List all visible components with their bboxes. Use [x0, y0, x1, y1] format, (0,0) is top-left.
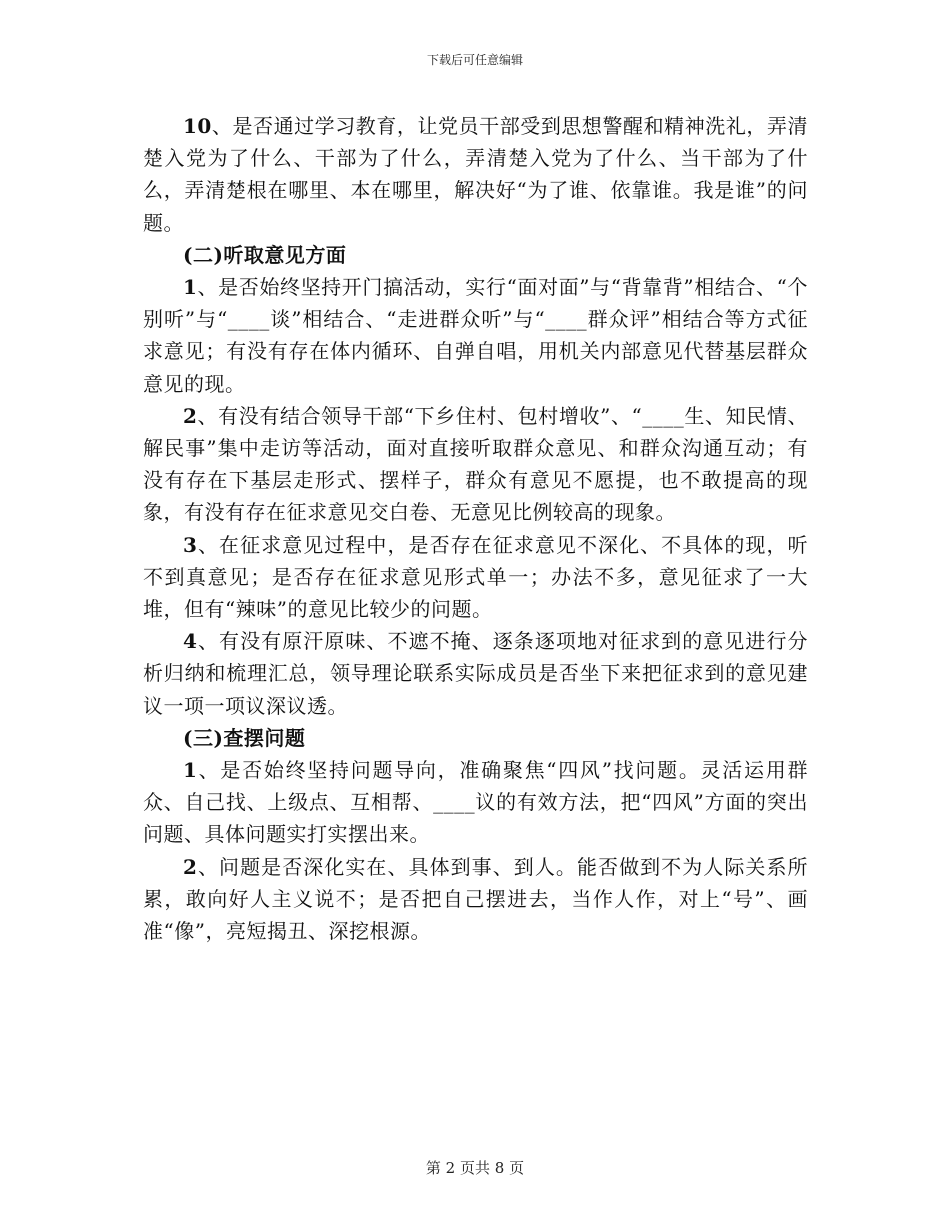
paragraph-text: 、问题是否深化实在、具体到事、到人。能否做到不为人际关系所累，敢向好人主义说不；是否把自己摆进去，当作人作，对上“号”、画准“像”，亮短揭丑、深挖根源。	[143, 854, 808, 944]
item-number: 1	[183, 758, 198, 783]
paragraph-text: 、在征求意见过程中，是否存在征求意见不深化、不具体的现，听不到真意见；是否存在征求意见形式单一；办法不多，意见征求了一大堆，但有“辣味”的意见比较少的问题。	[143, 532, 808, 622]
page-footer: 第 2 页共 8 页	[425, 1159, 525, 1177]
section-heading-problems: (三)查摆问题	[183, 725, 306, 750]
item-number: 10	[183, 114, 212, 138]
item-number: 1	[183, 275, 198, 300]
paragraph-problems-1	[143, 754, 808, 851]
paragraph-text: 、是否通过学习教育，让党员干部受到思想警醒和精神洗礼，弄清楚入党为了什么、干部为了什么，弄清楚入党为了什么、当干部为了什么，弄清楚根在哪里、本在哪里，解决好“为了谁、依靠谁。我是谁”的问题。	[143, 114, 808, 235]
paragraph-listen-1	[143, 271, 808, 400]
paragraph-listen-3	[143, 529, 808, 626]
paragraph-listen-2	[143, 400, 808, 529]
item-number: 2	[183, 854, 198, 879]
item-number: 2	[183, 403, 198, 428]
item-number: 4	[183, 629, 198, 654]
page-header: 下载后可任意编辑	[426, 53, 523, 67]
paragraph-text: 、是否始终坚持开门搞活动，实行“面对面”与“背靠背”相结合、“个别听”与“____谈”相结合、“走进群众听”与“____群众评”相结合等方式征求意见；有没有存在体内循环、自弹自唱，用机关内部意见代替基层群众意见的现。	[143, 275, 808, 396]
document-body	[143, 110, 808, 947]
paragraph-problems-2	[143, 851, 808, 948]
section-heading-listen: (二)听取意见方面	[183, 242, 347, 267]
paragraph-10	[143, 110, 808, 239]
paragraph-text: 、有没有结合领导干部“下乡住村、包村增收”、“____生、知民情、解民事”集中走访等活动，面对直接听取群众意见、和群众沟通互动；有没有存在下基层走形式、摆样子，群众有意见不愿提，也不敢提高的现象，有没有存在征求意见交白卷、无意见比例较高的现象。	[143, 403, 808, 525]
paragraph-text: 、是否始终坚持问题导向，准确聚焦“四风”找问题。灵活运用群众、自己找、上级点、互相帮、____议的有效方法，把“四风”方面的突出问题、具体问题实打实摆出来。	[143, 758, 808, 847]
paragraph-listen-4	[143, 625, 808, 722]
paragraph-text: 、有没有原汗原味、不遮不掩、逐条逐项地对征求到的意见进行分析归纳和梳理汇总，领导理论联系实际成员是否坐下来把征求到的意见建议一项一项议深议透。	[143, 629, 808, 718]
item-number: 3	[183, 532, 198, 557]
